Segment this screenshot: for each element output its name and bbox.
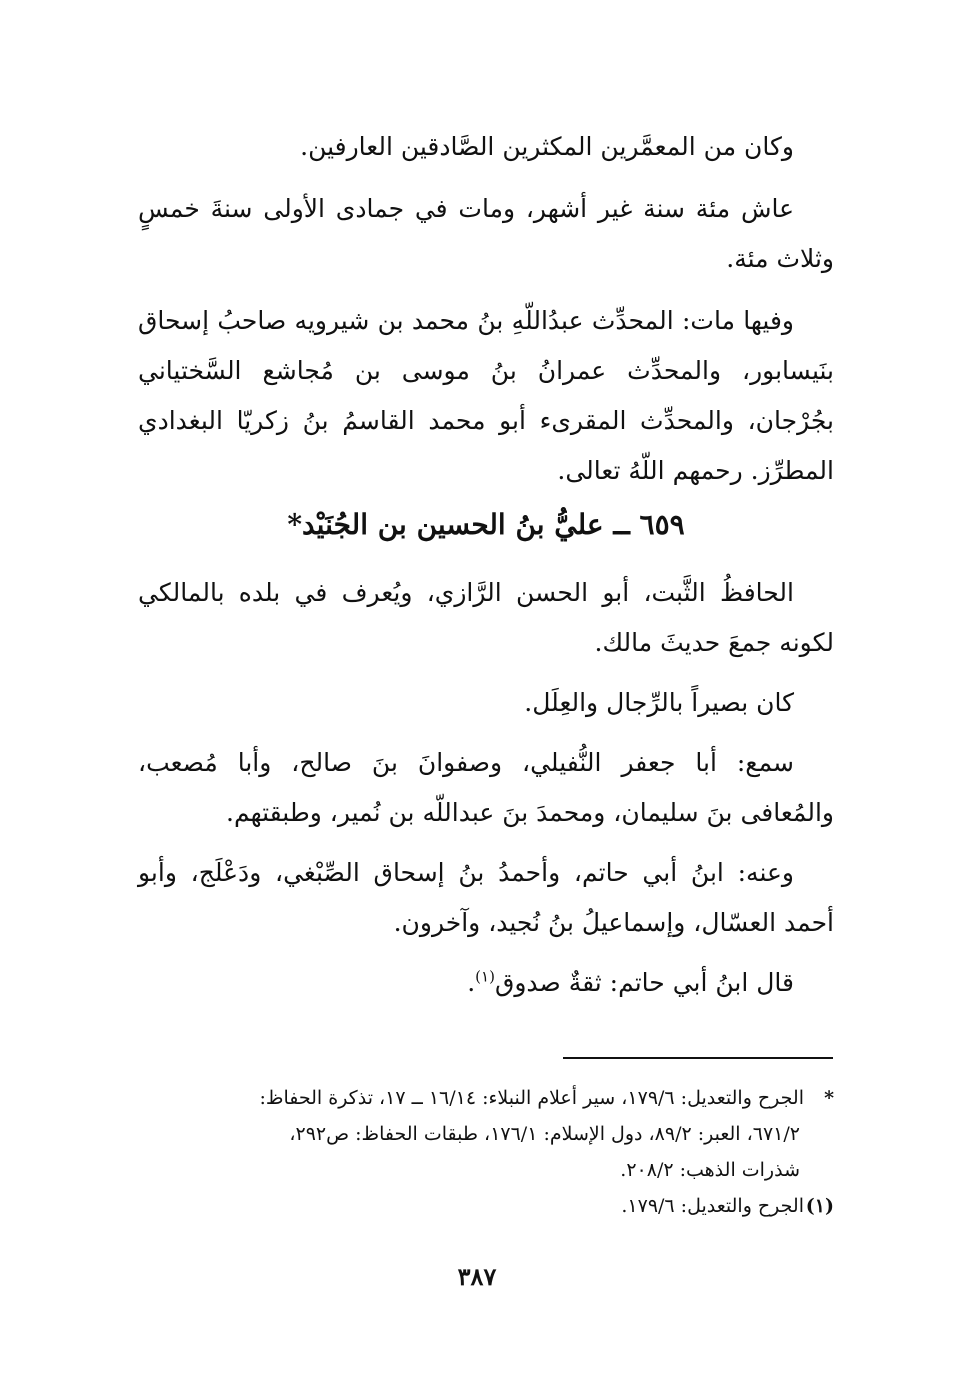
footnote-star-line-3: شذرات الذهب: ٢٠٨/٢.	[620, 1159, 800, 1181]
paragraph-deaths-that-year: وفيها مات: المحدِّث عبدُاللّهِ بنُ محمد بن شيرويه صاحبُ إسحاق بنَيسابور، والمحدِّث عمرانُ بنُ موسى بن مُجاشع السَّختياني بجُرْجان، والمحدِّث المقرىء أبو محمد القاسمُ بنُ زكريّا البغدادي المطرِّز. رحمهم اللّهُ تعالى.	[138, 306, 834, 485]
paragraph-students: وعنه: ابنُ أبي حاتم، وأحمدُ بنُ إسحاق الصِّبْغي، ودَعْلَج، وأبو أحمد العسّال، وإسماعيلُ بنُ نُجيد، وآخرون.	[138, 858, 834, 937]
paragraph-assessment	[138, 958, 834, 1008]
footnote-1	[138, 1188, 834, 1224]
footnote-star-marker: *	[824, 1087, 834, 1109]
paragraph-description: الحافظُ الثَّبت، أبو الحسن الرَّازي، ويُعرف في بلده بالمالكي لكونه جمعَ حديثَ مالك.	[138, 578, 834, 657]
footnote-reference: (١)	[475, 967, 495, 986]
body-text-top	[138, 122, 834, 496]
entry-heading: ٦٥٩ ــ عليُّ بنُ الحسين بن الجُنَيْد*	[287, 508, 685, 541]
assessment-period: .	[467, 968, 476, 997]
footnote-separator	[563, 1057, 833, 1059]
footnotes	[138, 1080, 834, 1224]
paragraph-previous-entry-end: وكان من المعمَّرين المكثرين الصَّادقين العارفين.	[300, 132, 794, 161]
footnote-star-line-1: الجرح والتعديل: ١٧٩/٦، سير أعلام النبلاء: ١٦/١٤ ــ ١٧، تذكرة الحفاظ:	[259, 1087, 804, 1109]
body-text-entry	[138, 568, 834, 1008]
footnote-1-marker: (١)	[805, 1195, 834, 1217]
footnote-1-text: الجرح والتعديل: ١٧٩/٦.	[621, 1195, 804, 1217]
footnote-star-line-2: ٦٧١/٢، العبر: ٨٩/٢، دول الإسلام: ١٧٦/١، طبقات الحفاظ: ص٢٩٢،	[289, 1123, 800, 1145]
paragraph-teachers: سمع: أبا جعفر النُّفيلي، وصفوانَ بنَ صالح، وأبا مُصعب، والمُعافى بنَ سليمان، ومحمدَ بنَ عبداللّه بن نُمير، وطبقتهم.	[138, 748, 834, 827]
assessment-text: قال ابنُ أبي حاتم: ثقةٌ صدوق	[494, 968, 794, 997]
page-number: ٣٨٧	[457, 1262, 497, 1291]
paragraph-expertise: كان بصيراً بالرِّجال والعِلَل.	[524, 688, 794, 717]
footnote-star	[138, 1080, 834, 1116]
paragraph-death-date: عاش مئة سنة غير أشهر، ومات في جمادى الأولى سنةَ خمسٍ وثلاث مئة.	[138, 194, 834, 273]
